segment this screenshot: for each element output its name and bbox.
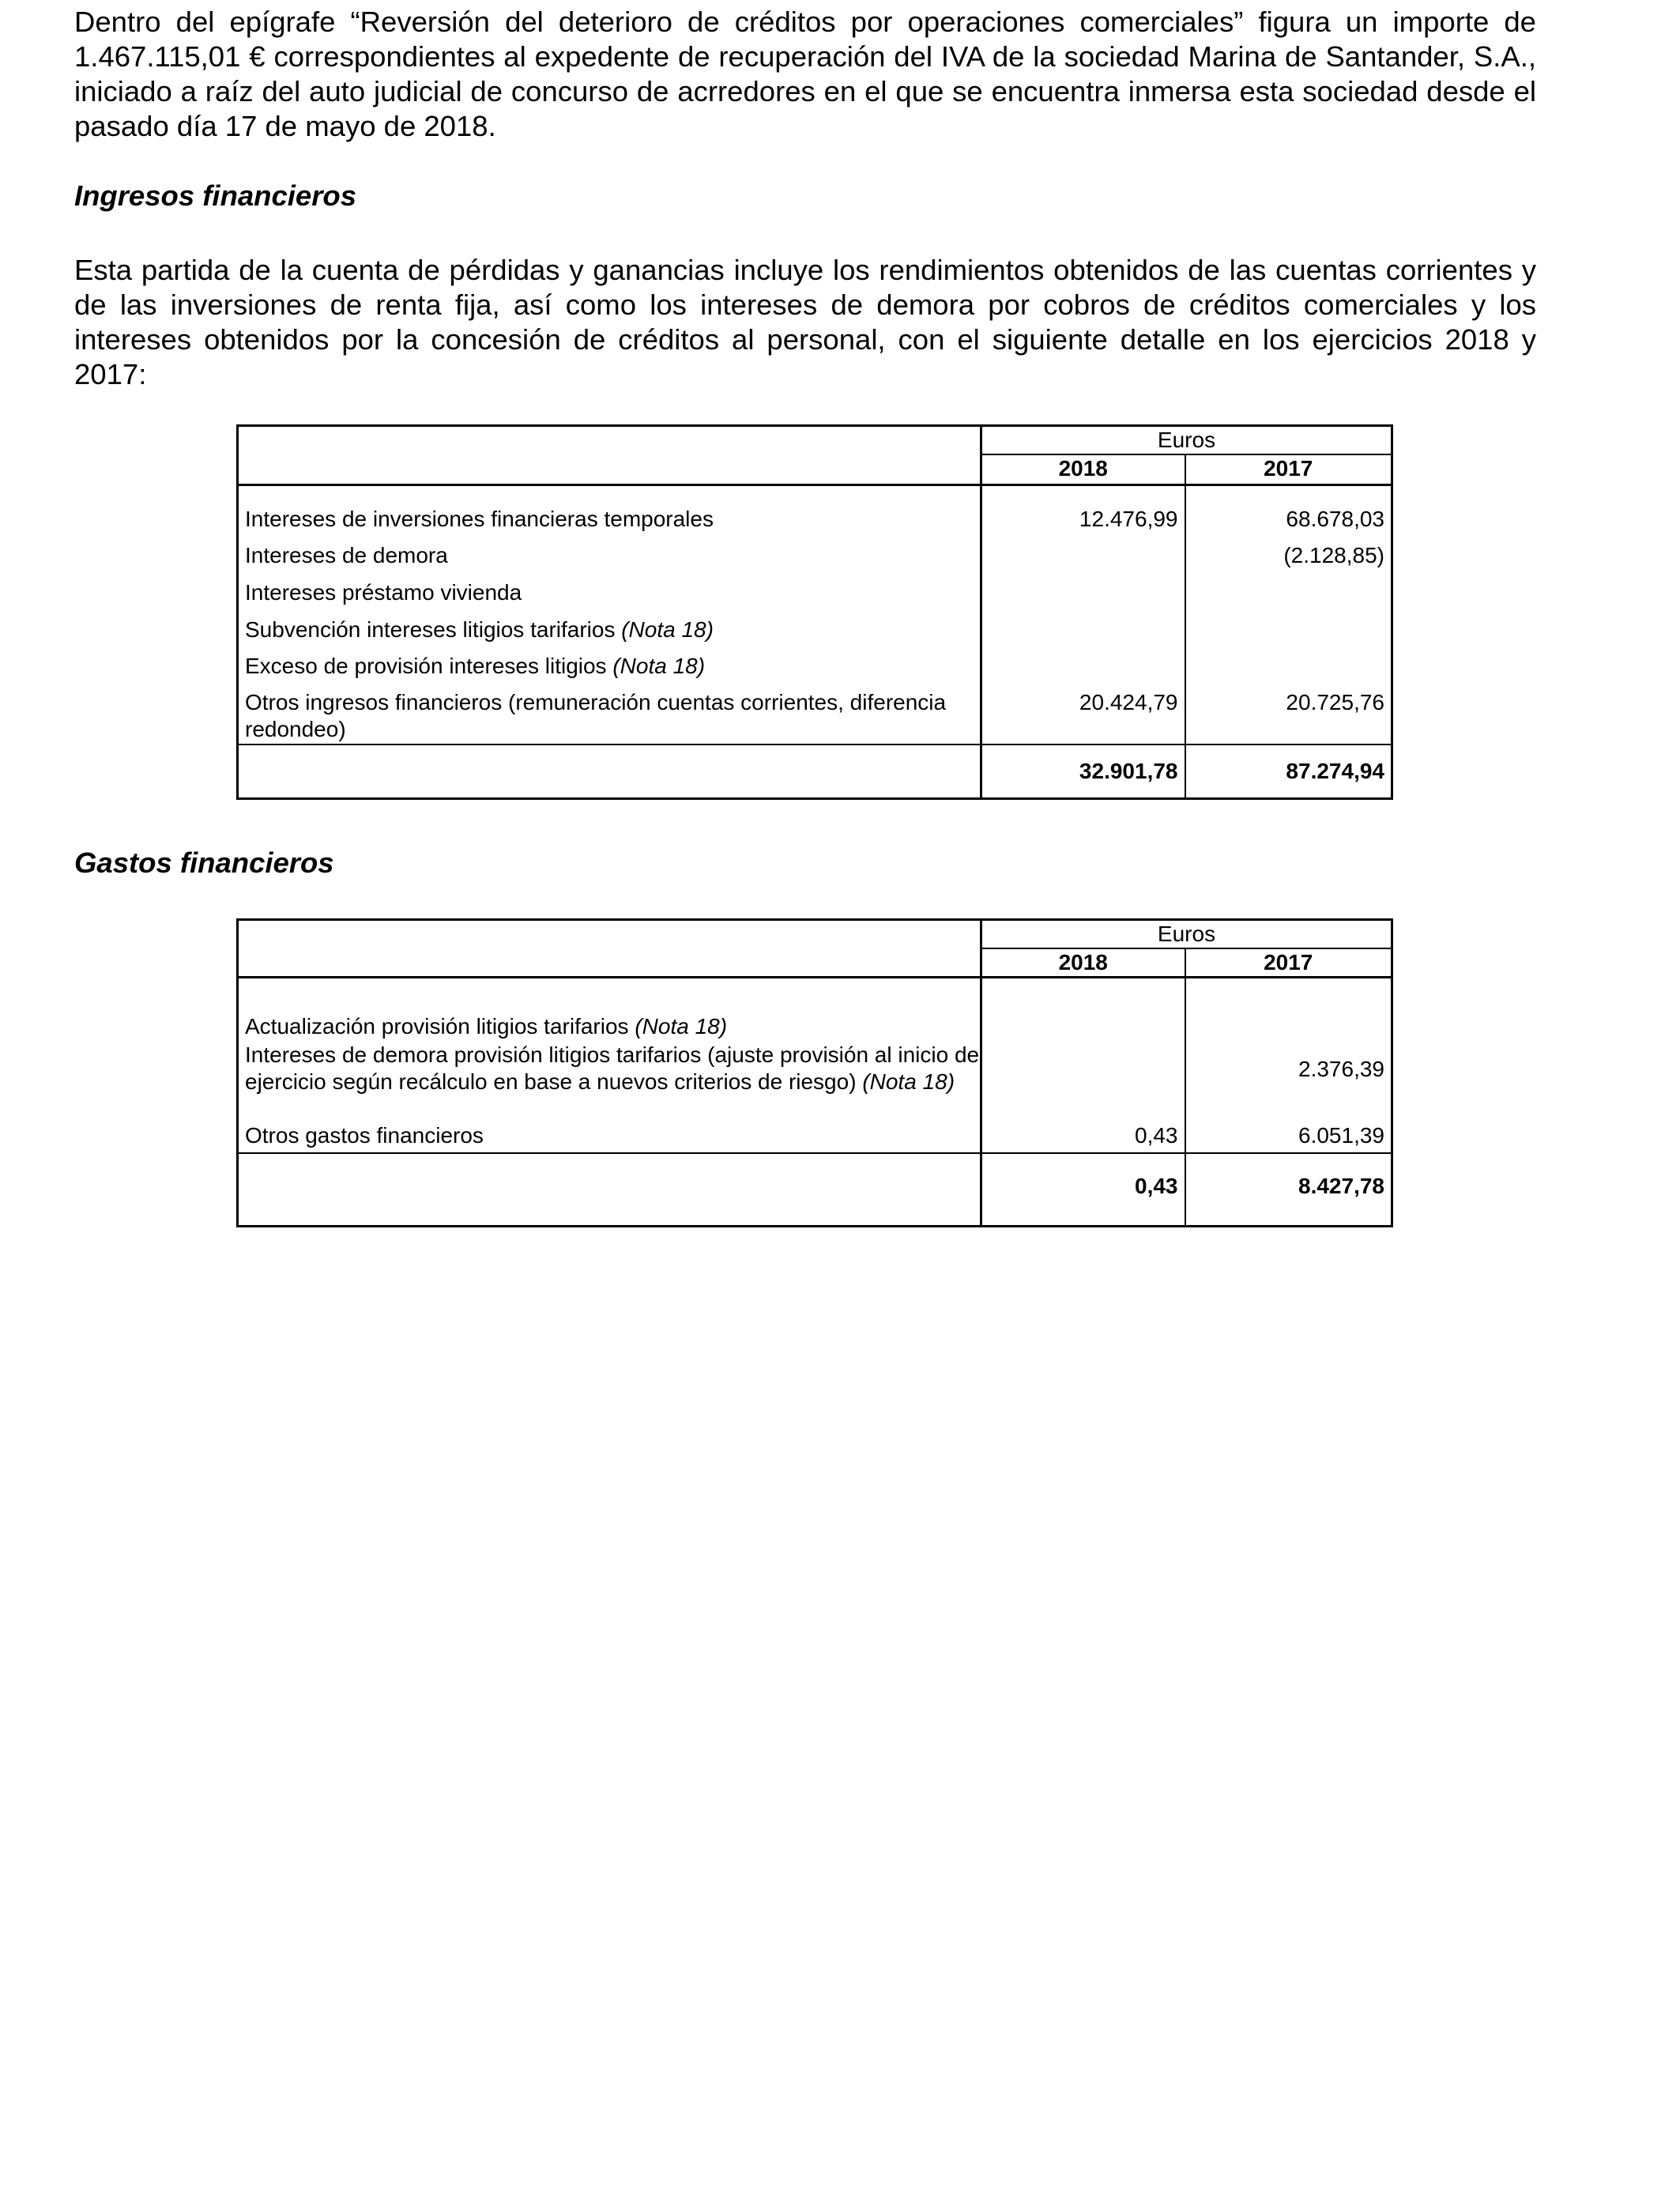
value-2018 <box>981 648 1185 684</box>
value-2017: 2.376,39 <box>1185 1040 1392 1122</box>
gastos-table <box>236 918 1393 1227</box>
total-2017: 8.427,78 <box>1185 1153 1392 1227</box>
table-row <box>238 574 1392 611</box>
value-2017 <box>1185 611 1392 648</box>
intro-paragraph: Dentro del epígrafe “Reversión del deterioro de créditos por operaciones comerciales” figura un importe de 1.467.115,01 € correspondientes al expedente de recuperación del IVA de la sociedad Marina de Santander, S.A., iniciado a raíz del auto judicial de concurso de acrredores en el que se encuentra inmersa esta sociedad desde el pasado día 17 de mayo de 2018. <box>74 6 1536 142</box>
value-2017 <box>1185 574 1392 611</box>
value-2018 <box>981 1040 1185 1122</box>
total-row <box>238 745 1392 798</box>
row-label: Actualización provisión litigios tarifarios <box>245 1013 635 1039</box>
table-row <box>238 648 1392 684</box>
note-reference: (Nota 18) <box>612 654 706 678</box>
total-2018: 32.901,78 <box>981 745 1185 798</box>
value-2017 <box>1185 648 1392 684</box>
value-2018 <box>981 611 1185 648</box>
value-2017: 20.725,76 <box>1185 684 1392 745</box>
row-label: Otros ingresos financieros (remuneración cuentas corrientes, diferencia redondeo) <box>245 690 947 741</box>
row-label: Intereses de demora <box>245 543 448 567</box>
row-label: Intereses préstamo vivienda <box>245 579 522 605</box>
table-row <box>238 1040 1392 1122</box>
table-row <box>238 537 1392 574</box>
currency-header: Euros <box>981 920 1392 949</box>
note-reference: (Nota 18) <box>635 1013 728 1039</box>
value-2018: 12.476,99 <box>1079 506 1178 531</box>
row-label: Subvención intereses litigios tarifarios <box>245 616 622 642</box>
total-row <box>238 1153 1392 1227</box>
value-2017 <box>1185 1013 1392 1040</box>
note-reference: (Nota 18) <box>621 616 714 642</box>
value-2018 <box>981 574 1185 611</box>
total-2017: 87.274,94 <box>1185 745 1392 798</box>
value-2018: 20.424,79 <box>1079 690 1178 714</box>
table-row <box>238 1122 1392 1153</box>
table-row <box>238 500 1392 537</box>
table-row <box>238 1013 1392 1040</box>
value-2018: 0,43 <box>1135 1122 1178 1148</box>
row-label: Intereses de inversiones financieras temporales <box>245 506 714 531</box>
column-header-2018: 2018 <box>981 948 1185 978</box>
row-label: Otros gastos financieros <box>245 1122 484 1148</box>
ingresos-heading: Ingresos financieros <box>74 179 356 212</box>
value-2017: 6.051,39 <box>1185 1122 1392 1153</box>
currency-header: Euros <box>981 426 1392 455</box>
table-row <box>238 611 1392 648</box>
column-header-2018: 2018 <box>981 454 1185 484</box>
ingresos-paragraph: Esta partida de la cuenta de pérdidas y ganancias incluye los rendimientos obtenidos de las cuentas corrientes y de las inversiones de renta fija, así como los intereses de demora por cobros de créditos comerciales y los intereses obtenidos por la concesión de créditos al personal, con el siguiente detalle en los ejercicios 2018 y 2017: <box>74 254 1536 390</box>
row-label: Exceso de provisión intereses litigios <box>245 654 613 678</box>
gastos-heading: Gastos financieros <box>74 846 334 879</box>
column-header-2017: 2017 <box>1185 454 1392 484</box>
row-label: Intereses de demora provisión litigios tarifarios (ajuste provisión al inicio de ejercicio según recálculo en base a nuevos criterios de riesgo) <box>245 1042 980 1094</box>
value-2017: (2.128,85) <box>1185 537 1392 574</box>
note-reference: (Nota 18) <box>862 1069 955 1094</box>
value-2018 <box>981 1013 1185 1040</box>
header-blank-cell <box>238 426 981 485</box>
total-2018: 0,43 <box>981 1153 1185 1227</box>
value-2017: 68.678,03 <box>1185 500 1392 537</box>
header-blank-cell <box>238 920 981 978</box>
ingresos-table <box>236 424 1393 800</box>
table-row <box>238 684 1392 745</box>
value-2018 <box>981 537 1185 574</box>
column-header-2017: 2017 <box>1185 948 1392 978</box>
